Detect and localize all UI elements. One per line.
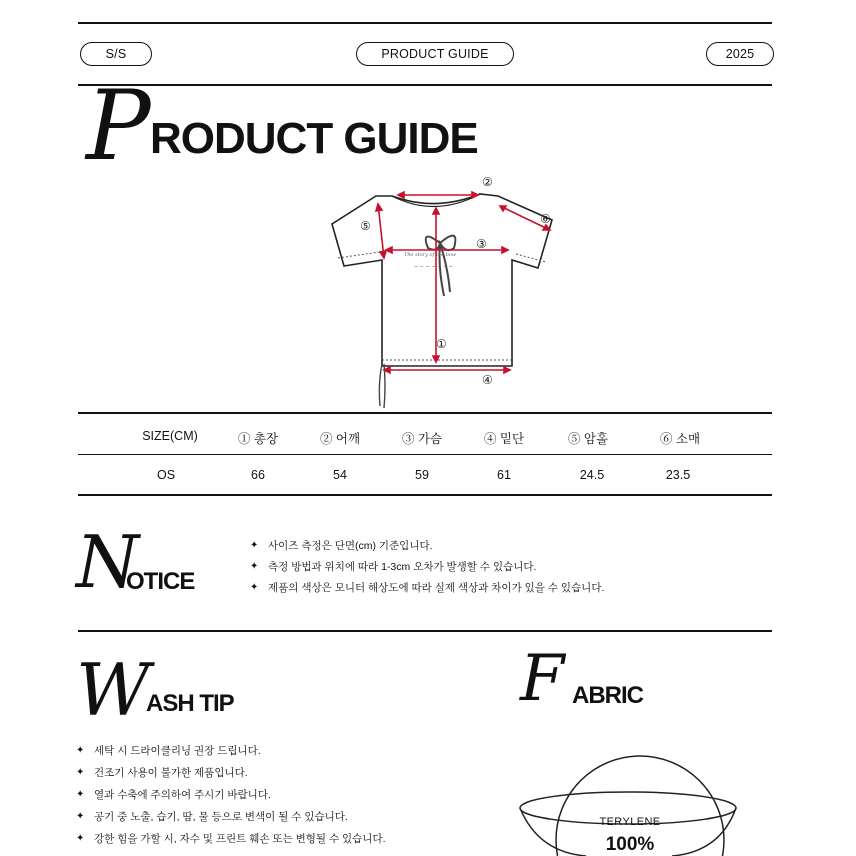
list-item (76, 831, 386, 846)
title-initial: P (86, 70, 151, 182)
wash-text: 건조기 사용이 불가한 제품입니다. (94, 767, 248, 779)
marker-3: ③ (476, 237, 487, 251)
marker-4: ④ (482, 373, 493, 387)
length-cell: 66 (251, 468, 265, 482)
wash-tip-heading (76, 648, 276, 732)
star-bullet-icon: ✦ (76, 745, 85, 756)
year-pill (706, 42, 774, 66)
product-guide-pill (356, 42, 514, 66)
list-item (250, 580, 604, 595)
star-bullet-icon: ✦ (250, 540, 259, 551)
svg-text:The story of the bow: The story of the bow (404, 252, 457, 258)
star-bullet-icon: ✦ (76, 789, 85, 800)
list-item (76, 787, 271, 802)
section-divider (78, 630, 772, 632)
list-item (76, 809, 348, 824)
wash-text: 공기 중 노출, 습기, 땀, 물 등으로 변색이 될 수 있습니다. (94, 811, 348, 823)
year-label: 2025 (725, 47, 755, 61)
fabric-initial: F (520, 642, 565, 716)
list-item (76, 765, 248, 780)
list-item (76, 743, 261, 758)
marker-2: ② (482, 175, 493, 189)
size-table-header: ③ 가슴 (401, 432, 443, 446)
wash-rest: ASH TIP (146, 690, 234, 717)
title-rest: RODUCT GUIDE (150, 114, 478, 163)
list-item (250, 538, 433, 553)
wash-text: 열과 수축에 주의하여 주시기 바랍니다. (94, 789, 271, 801)
star-bullet-icon: ✦ (250, 582, 259, 593)
sleeve-cell: 23.5 (665, 468, 691, 482)
notice-text: 제품의 색상은 모니터 해상도에 따라 실제 색상과 차이가 있을 수 있습니다. (268, 582, 605, 594)
notice-initial: N (76, 520, 139, 604)
marker-1: ① (436, 337, 447, 351)
star-bullet-icon: ✦ (250, 561, 259, 572)
notice-text: 사이즈 측정은 단면(cm) 기준입니다. (268, 540, 433, 552)
armhole-cell: 24.5 (579, 468, 605, 482)
marker-6: ⑥ (540, 212, 551, 226)
table-mid-rule (78, 454, 772, 455)
season-pill (80, 42, 152, 66)
page-title (80, 70, 500, 182)
size-table-header: SIZE(CM) (142, 429, 198, 443)
wash-text: 세탁 시 드라이클리닝 권장 드립니다. (94, 745, 261, 757)
table-bottom-rule (78, 494, 772, 496)
star-bullet-icon: ✦ (76, 811, 85, 822)
table-top-rule (78, 412, 772, 414)
chest-cell: 59 (415, 468, 429, 482)
wash-initial: W (76, 648, 151, 732)
marker-5: ⑤ (360, 219, 371, 233)
shoulder-cell: 54 (333, 468, 347, 482)
star-bullet-icon: ✦ (76, 833, 85, 844)
tshirt-measurement-diagram (320, 168, 570, 418)
size-table-header: ② 어깨 (319, 432, 361, 446)
size-table-header: ⑤ 암홀 (567, 432, 609, 446)
size-table-header: ① 총장 (237, 432, 279, 446)
size-table-header: ④ 밑단 (483, 432, 525, 446)
size-cell: OS (156, 468, 176, 482)
list-item (250, 559, 536, 574)
product-guide-pill-label: PRODUCT GUIDE (381, 47, 489, 61)
notice-rest: OTICE (126, 568, 195, 595)
size-table-header: ⑥ 소매 (659, 432, 701, 446)
svg-text:~ ~ ~ ~ ~ ~ ~: ~ ~ ~ ~ ~ ~ ~ (414, 264, 453, 270)
fabric-percent: 100% (605, 834, 655, 855)
notice-text: 측정 방법과 위치에 따라 1-3cm 오차가 발생할 수 있습니다. (268, 561, 537, 573)
top-rule (78, 22, 772, 24)
season-label: S/S (105, 47, 127, 61)
wash-text: 강한 힘을 가할 시, 자수 및 프린트 훼손 또는 변형될 수 있습니다. (94, 833, 386, 845)
hem-cell: 61 (497, 468, 511, 482)
notice-heading (76, 520, 246, 604)
fabric-rest: ABRIC (572, 682, 643, 709)
fabric-heading (520, 642, 680, 716)
star-bullet-icon: ✦ (76, 767, 85, 778)
fabric-material: TERYLENE (599, 816, 661, 828)
